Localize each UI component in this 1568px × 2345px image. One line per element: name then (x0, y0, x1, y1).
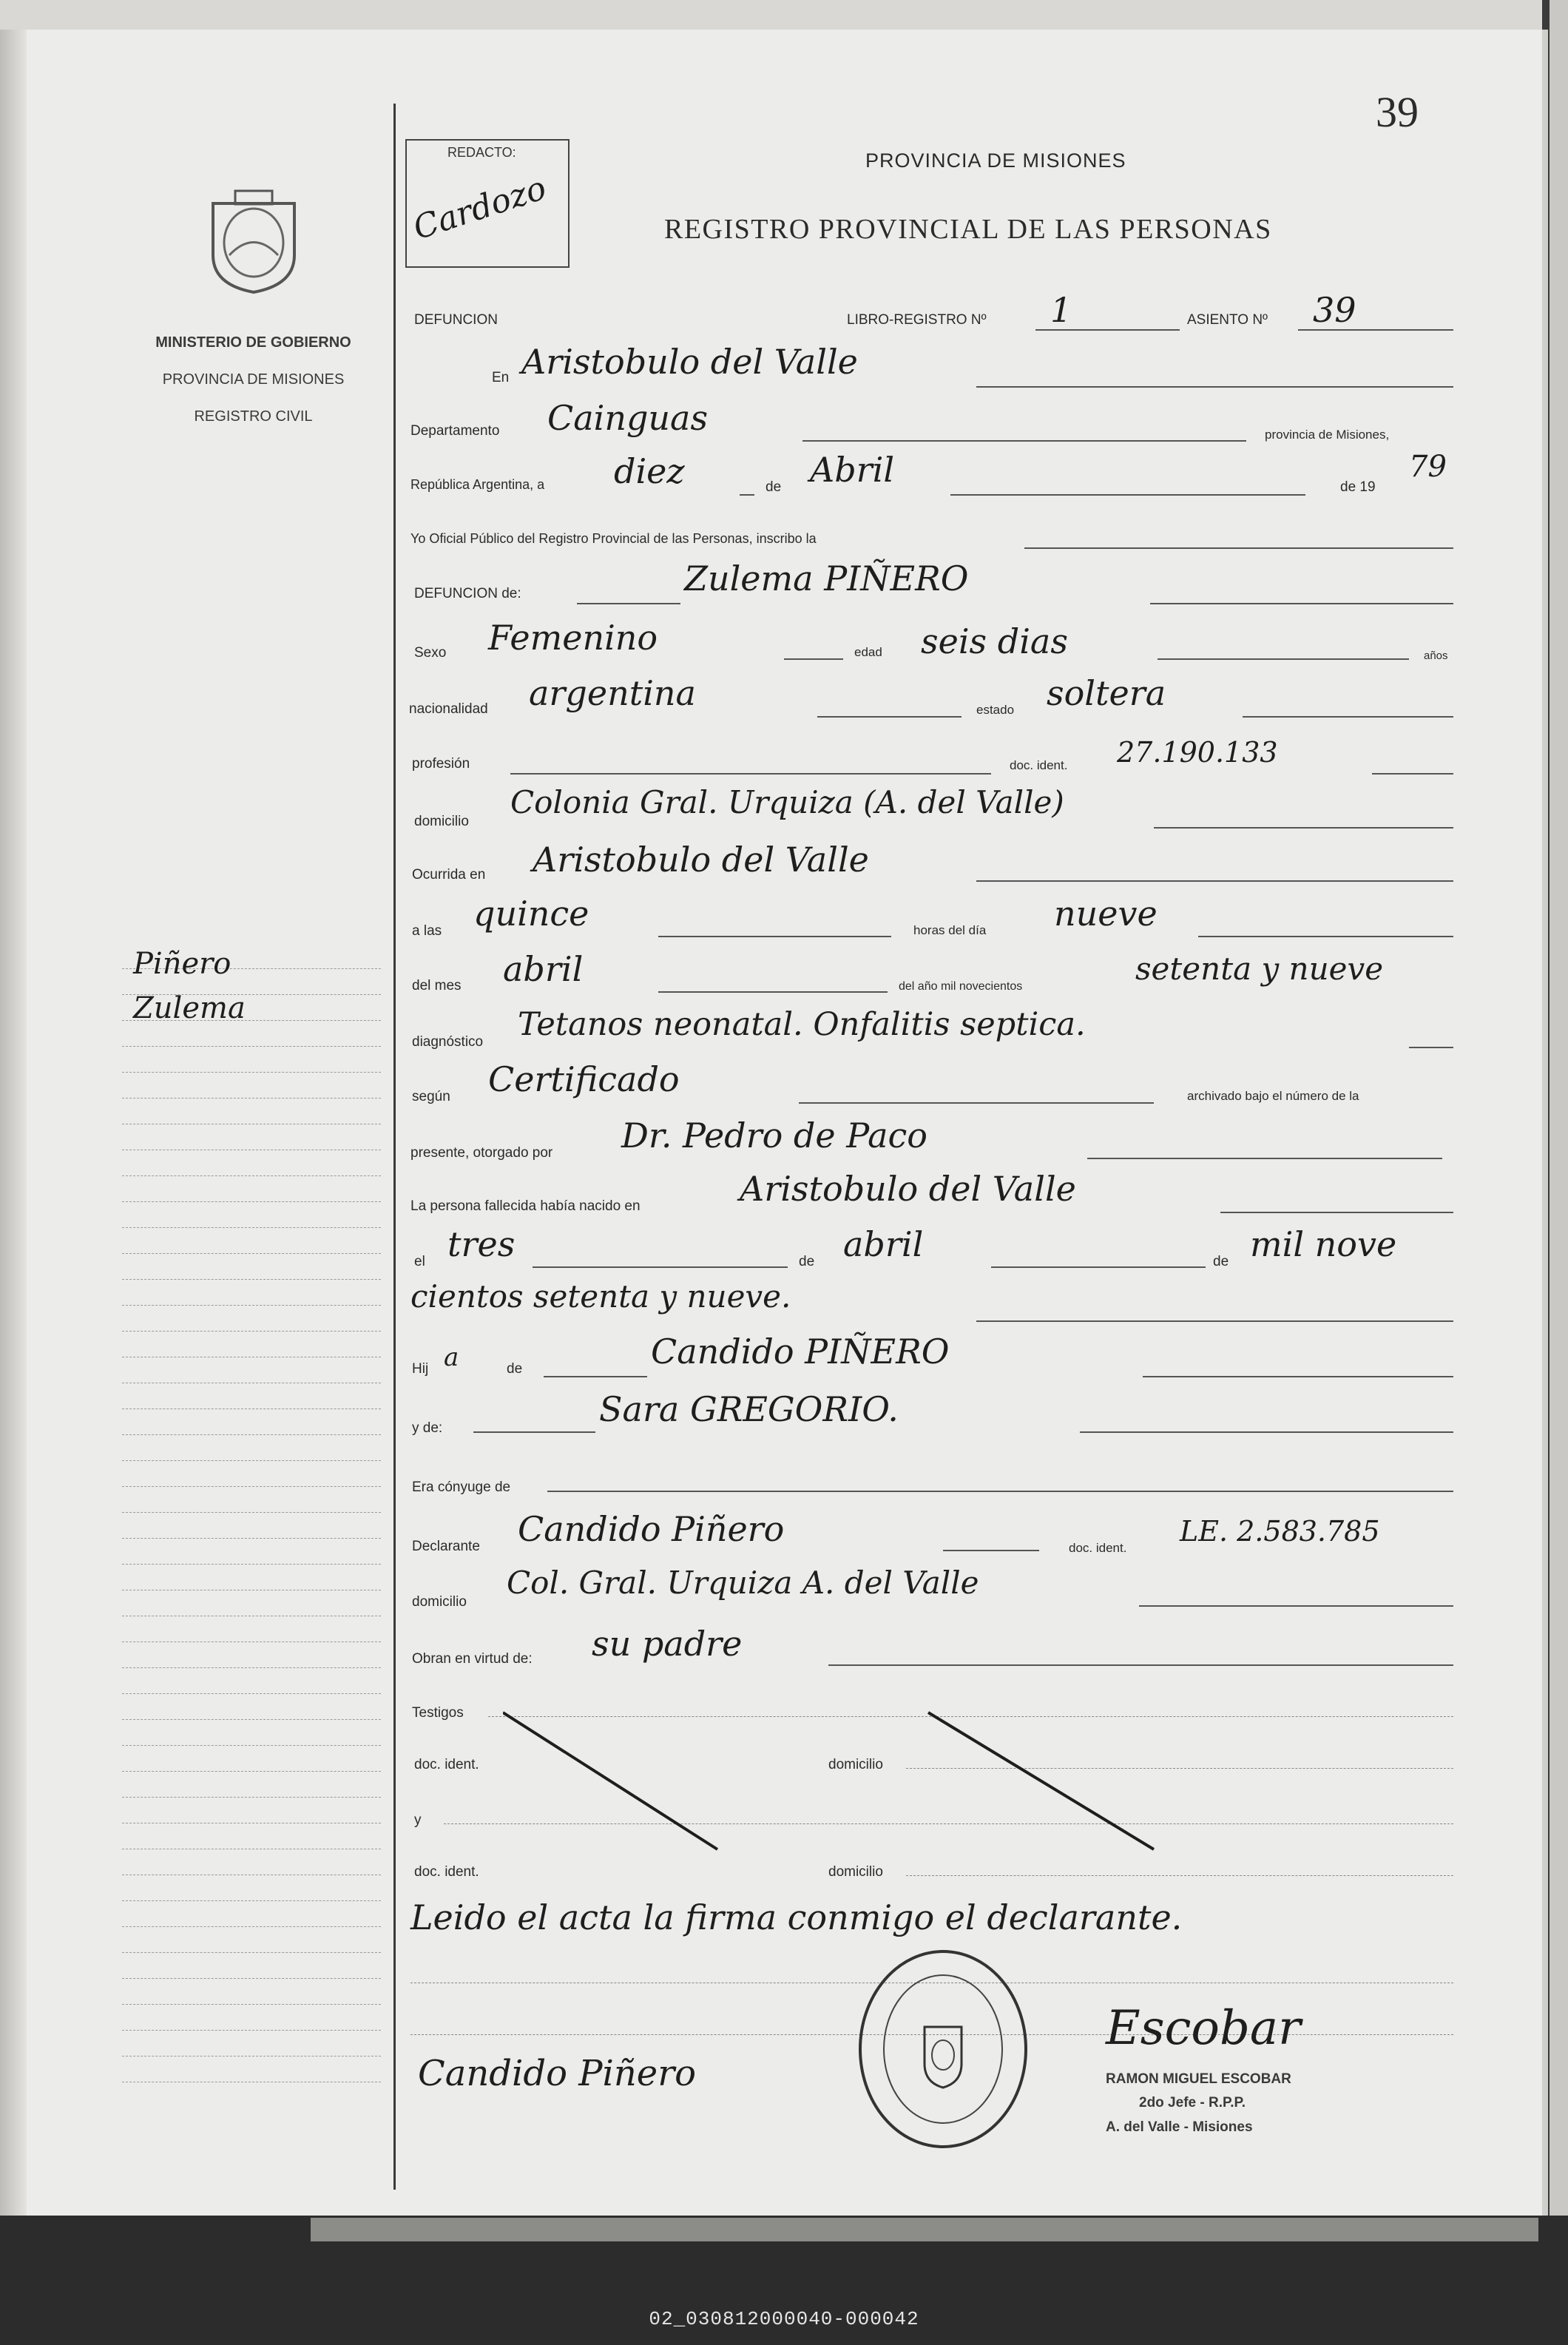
anio-mil-label: del año mil novecientos (899, 980, 1023, 993)
presente-label: presente, otorgado por (410, 1145, 553, 1161)
diagnostico-label: diagnóstico (412, 1034, 484, 1050)
presente-value: Dr. Pedro de Paco (621, 1116, 927, 1155)
yde-line-a (473, 1431, 595, 1433)
de-abril-label: de (799, 1254, 815, 1269)
domicilio2-value: Col. Gral. Urquiza A. del Valle (507, 1565, 979, 1601)
defuncion-de-label: DEFUNCION de: (414, 586, 521, 601)
conyuge-line (547, 1491, 1453, 1492)
nac-anio-value-1: mil nove (1250, 1224, 1397, 1264)
day-value: diez (614, 451, 685, 491)
margin-notes-lines (122, 943, 381, 2082)
asiento-value: 39 (1313, 290, 1356, 330)
defde-line-b (1150, 603, 1453, 604)
ocurrida-line (976, 880, 1453, 882)
doc-line (1372, 773, 1453, 775)
mes-fallecimiento-value: abril (503, 949, 584, 989)
declarante-signature: Candido Piñero (418, 2053, 697, 2094)
decl-doc-value: LE. 2.583.785 (1180, 1515, 1380, 1548)
domicilio2-label: domicilio (412, 1594, 467, 1610)
nac-line (817, 716, 962, 718)
hora-value: quince (473, 894, 589, 934)
archivado-label: archivado bajo el número de la (1187, 1089, 1359, 1103)
hij-suffix: a (444, 1343, 459, 1372)
hij-de-label: de (507, 1361, 523, 1377)
anos-label: años (1424, 649, 1448, 662)
nac-dia-value: tres (447, 1224, 516, 1264)
header-province: PROVINCIA DE MISIONES (865, 149, 1126, 172)
file-id-label: 02_030812000040-000042 (649, 2308, 919, 2330)
yde-line-b (1080, 1431, 1453, 1433)
horas-line (1198, 936, 1453, 937)
a-las-label: a las (412, 923, 442, 939)
sexo-value: Femenino (488, 618, 658, 658)
del-mes-label: del mes (412, 978, 462, 993)
declarante-label: Declarante (412, 1539, 480, 1554)
horas-label: horas del día (913, 923, 987, 937)
page-number: 39 (1376, 88, 1419, 136)
deceased-name: Zulema PIÑERO (684, 559, 969, 598)
en-label: En (492, 370, 510, 385)
obran-value: su padre (592, 1624, 743, 1664)
libro-line (1035, 329, 1180, 331)
asiento-line (1298, 329, 1453, 331)
day-line (740, 494, 754, 496)
hij-line-b (1143, 1376, 1453, 1377)
madre-value: Sara GREGORIO. (599, 1389, 899, 1429)
edad-value: seis dias (921, 621, 1068, 661)
hij-label: Hij (412, 1361, 429, 1377)
republica-label: República Argentina, a (410, 477, 545, 492)
nacido-value: Aristobulo del Valle (740, 1169, 1076, 1209)
padre-value: Candido PIÑERO (651, 1332, 950, 1371)
obran-label: Obran en virtud de: (412, 1651, 533, 1667)
en-line (976, 386, 1453, 388)
estado-label: estado (976, 703, 1015, 717)
nacionalidad-label: nacionalidad (409, 701, 488, 717)
yo-line (1024, 547, 1453, 549)
nacido-line (1220, 1212, 1453, 1213)
ocurrida-label: Ocurrida en (412, 867, 486, 883)
nac-mes-value: abril (843, 1224, 924, 1264)
testigos-label: Testigos (412, 1705, 464, 1721)
edad-label: edad (854, 645, 882, 659)
estado-line (1243, 716, 1453, 718)
departamento-value: Cainguas (547, 398, 709, 438)
de-label-1: de (766, 479, 782, 495)
testigo-y-label: y (414, 1812, 422, 1828)
conyuge-label: Era cónyuge de (412, 1479, 511, 1495)
official-title: 2do Jefe - R.P.P. (1139, 2095, 1246, 2110)
month-line (950, 494, 1305, 496)
de19-label: de 19 (1340, 479, 1376, 495)
diagnostico-value: Tetanos neonatal. Onfalitis septica. (518, 1006, 1086, 1043)
province-name: PROVINCIA DE MISIONES (162, 371, 345, 388)
sexo-label: Sexo (414, 645, 447, 661)
de-mil-label: de (1213, 1254, 1229, 1269)
profesion-label: profesión (412, 756, 470, 772)
decl-doc-label: doc. ident. (1069, 1541, 1127, 1555)
testigo-dom2-line (906, 1875, 1453, 1876)
libro-value: 1 (1050, 290, 1072, 330)
defde-line-a (577, 603, 680, 604)
official-name: RAMON MIGUEL ESCOBAR (1106, 2071, 1291, 2087)
scan-stripe (311, 2218, 1538, 2241)
testigos-void-strokes (503, 1709, 1272, 1857)
margin-firstname: Zulema (133, 991, 246, 1025)
estado-value: soltera (1047, 673, 1166, 713)
yo-oficial-text: Yo Oficial Público del Registro Provincial de las Personas, inscribo la (410, 531, 817, 546)
dia-fallecimiento-value: nueve (1054, 894, 1158, 934)
el-label: el (414, 1254, 425, 1269)
depto-line (802, 440, 1246, 442)
provincia-misiones-label: provincia de Misiones, (1265, 428, 1390, 442)
edad-line (1158, 658, 1409, 660)
redacto-signature: Cardozo (408, 169, 551, 248)
year-value: 79 (1409, 450, 1447, 484)
nacionalidad-value: argentina (529, 673, 696, 713)
testigo-dom2-label: domicilio (828, 1864, 883, 1880)
hij-line-a (544, 1376, 647, 1377)
official-signature: Escobar (1106, 2001, 1301, 2056)
testigo-dom1-label: domicilio (828, 1757, 883, 1772)
profesion-line (510, 773, 991, 775)
domicilio-value: Colonia Gral. Urquiza (A. del Valle) (510, 784, 1064, 820)
ministry-block (126, 324, 381, 435)
leido-text: Leido el acta la firma conmigo el declarante. (410, 1897, 1183, 1937)
en-value: Aristobulo del Valle (521, 342, 858, 382)
obran-line (828, 1664, 1453, 1666)
delmes-line (658, 991, 888, 993)
doc-ident-value: 27.190.133 (1117, 736, 1278, 769)
segun-label: según (412, 1089, 450, 1104)
domicilio2-line (1139, 1605, 1453, 1607)
testigo-doc2-label: doc. ident. (414, 1864, 479, 1880)
presente-line (1087, 1158, 1442, 1159)
declarante-line (943, 1550, 1039, 1551)
cientos-line (976, 1320, 1453, 1322)
testigo-doc1-label: doc. ident. (414, 1757, 479, 1772)
alas-line (658, 936, 891, 937)
month-value: Abril (810, 450, 895, 490)
domicilio-line (1154, 827, 1453, 829)
asiento-label: ASIENTO Nº (1187, 312, 1268, 328)
diag-line (1409, 1047, 1453, 1048)
registry-name: REGISTRO CIVIL (194, 408, 313, 425)
anio-mil-value: setenta y nueve (1135, 951, 1384, 987)
form-margin-rule (393, 104, 396, 2190)
el-line (533, 1266, 788, 1268)
registry-seal-icon (854, 1946, 1032, 2153)
doc-ident-label: doc. ident. (1010, 758, 1068, 772)
ministry-name: MINISTERIO DE GOBIERNO (155, 334, 351, 351)
domicilio-label: domicilio (414, 814, 469, 829)
book-edge (1550, 0, 1568, 2227)
segun-value: Certificado (488, 1059, 680, 1099)
sexo-line (784, 658, 843, 660)
provincial-crest-icon (198, 185, 309, 296)
nacido-label: La persona fallecida había nacido en (410, 1198, 641, 1214)
header-registry: REGISTRO PROVINCIAL DE LAS PERSONAS (664, 214, 1272, 245)
form-type-label: DEFUNCION (414, 312, 498, 328)
margin-surname: Piñero (133, 947, 232, 981)
nac-anio-value-2: cientos setenta y nueve. (410, 1278, 791, 1315)
libro-label: LIBRO-REGISTRO Nº (847, 312, 987, 328)
redacto-label: REDACTO: (447, 145, 516, 160)
y-de-label: y de: (412, 1420, 443, 1436)
deabril-line (991, 1266, 1206, 1268)
declarante-value: Candido Piñero (518, 1509, 785, 1549)
official-place: A. del Valle - Misiones (1106, 2119, 1253, 2135)
ocurrida-value: Aristobulo del Valle (533, 840, 869, 880)
book-gutter (0, 30, 27, 2216)
segun-line (799, 1102, 1154, 1104)
departamento-label: Departamento (410, 423, 500, 439)
